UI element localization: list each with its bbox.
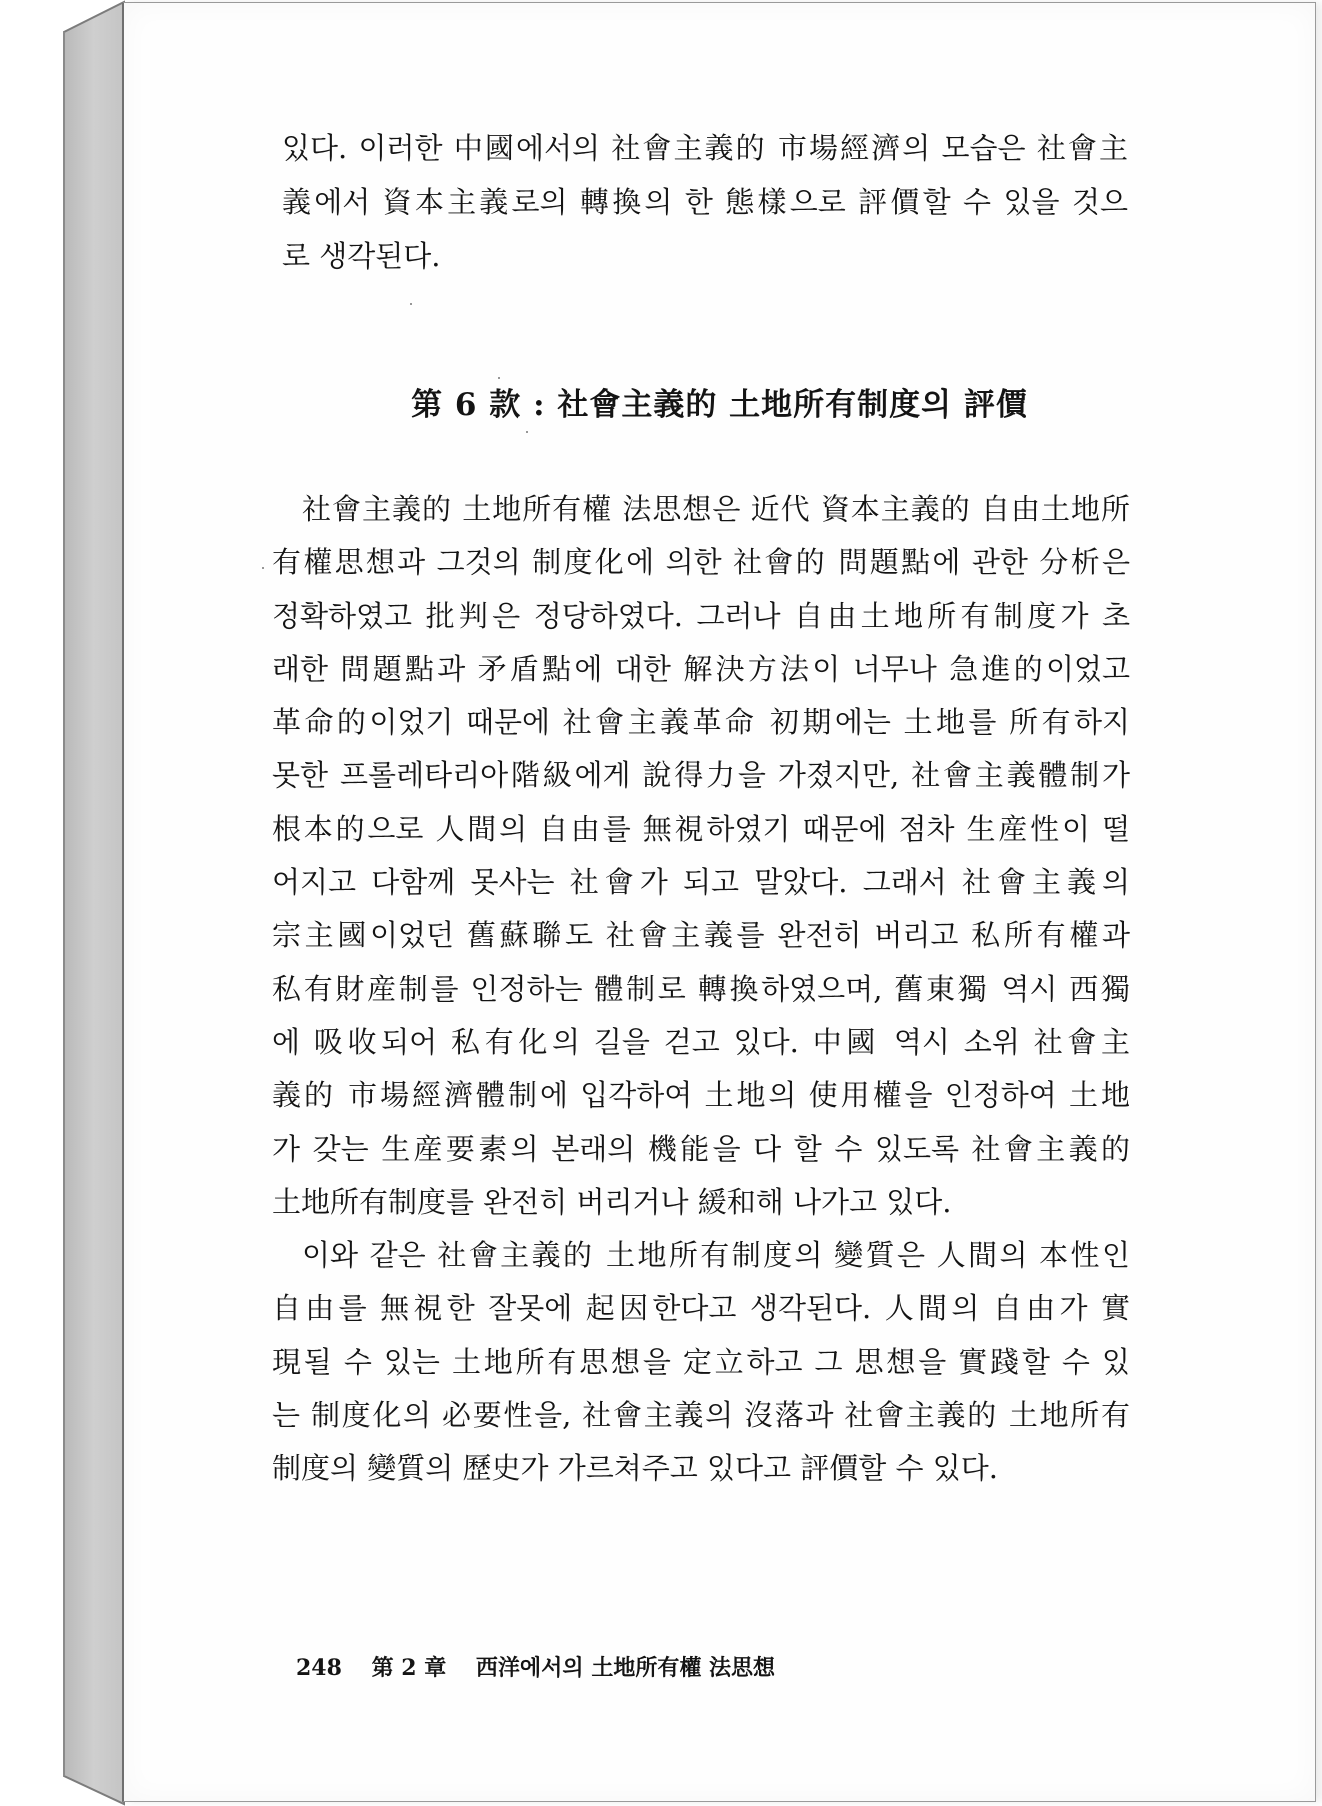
text-line: 어지고 다함께 못사는 社會가 되고 말았다. 그래서 社會主義의	[272, 865, 1130, 900]
print-speck	[498, 377, 500, 379]
text-line: 社會主義的 土地所有權 法思想은 近代 資本主義的 自由土地所	[302, 492, 1130, 526]
chapter-title: 西洋에서의 土地所有權 法思想	[475, 1655, 775, 1681]
print-speck	[526, 431, 528, 433]
chapter-label: 第 2 章	[371, 1655, 447, 1681]
text-line: 有權思想과 그것의 制度化에 의한 社會的 問題點에 관한 分析은	[272, 545, 1130, 580]
body-text	[272, 483, 1130, 1496]
book-page	[122, 2, 1316, 1802]
text-line: 私有財産制를 인정하는 體制로 轉換하였으며, 舊東獨 역시 西獨	[272, 971, 1130, 1006]
print-speck	[410, 303, 412, 305]
text-line: 義에서 資本主義로의 轉換의 한 態樣으로 評價할 수 있을 것으	[282, 185, 1128, 219]
text-line: 義的 市場經濟體制에 입각하여 土地의 使用權을 인정하여 土地	[272, 1078, 1130, 1113]
text-line: 宗主國이었던 舊蘇聯도 社會主義를 완전히 버리고 私所有權과	[272, 918, 1130, 953]
text-line: 래한 問題點과 矛盾點에 대한 解決方法이 너무나 急進的이었고	[272, 651, 1130, 686]
text-line: 이와 같은 社會主義的 土地所有制度의 變質은 人間의 本性인	[302, 1238, 1130, 1273]
text-line: 로 생각된다.	[282, 239, 441, 273]
book-spine	[0, 0, 130, 1806]
page-footer	[296, 1651, 797, 1682]
section-heading: 第 6 款 : 社會主義的 土地所有制度의 評價	[411, 387, 1028, 423]
text-line: 土地所有制度를 완전히 버리거나 緩和해 나가고 있다.	[272, 1184, 952, 1219]
text-line: 가 갖는 生産要素의 본래의 機能을 다 할 수 있도록 社會主義的	[272, 1131, 1130, 1166]
text-line: 못한 프롤레타리아階級에게 說得力을 가졌지만, 社會主義體制가	[272, 758, 1130, 793]
text-line: 는 制度化의 必要性을, 社會主義의 沒落과 社會主義的 土地所有	[272, 1398, 1130, 1433]
continued-paragraph	[282, 121, 1128, 283]
text-line: 根本的으로 人間의 自由를 無視하였기 때문에 점차 生産性이 떨	[272, 811, 1130, 846]
text-line: 制度의 變質의 歷史가 가르쳐주고 있다고 評價할 수 있다.	[272, 1451, 998, 1486]
text-line: 정확하였고 批判은 정당하였다. 그러나 自由土地所有制度가 초	[272, 598, 1130, 633]
page-number: 248	[296, 1655, 342, 1681]
print-speck	[262, 567, 264, 569]
text-line: 自由를 無視한 잘못에 起因한다고 생각된다. 人間의 自由가 實	[272, 1291, 1130, 1326]
text-line: 에 吸收되어 私有化의 길을 걷고 있다. 中國 역시 소위 社會主	[272, 1024, 1130, 1059]
text-line: 있다. 이러한 中國에서의 社會主義的 市場經濟의 모습은 社會主	[282, 131, 1128, 165]
text-line: 現될 수 있는 土地所有思想을 定立하고 그 思想을 實踐할 수 있	[272, 1344, 1130, 1379]
text-line: 革命的이었기 때문에 社會主義革命 初期에는 土地를 所有하지	[272, 705, 1130, 740]
